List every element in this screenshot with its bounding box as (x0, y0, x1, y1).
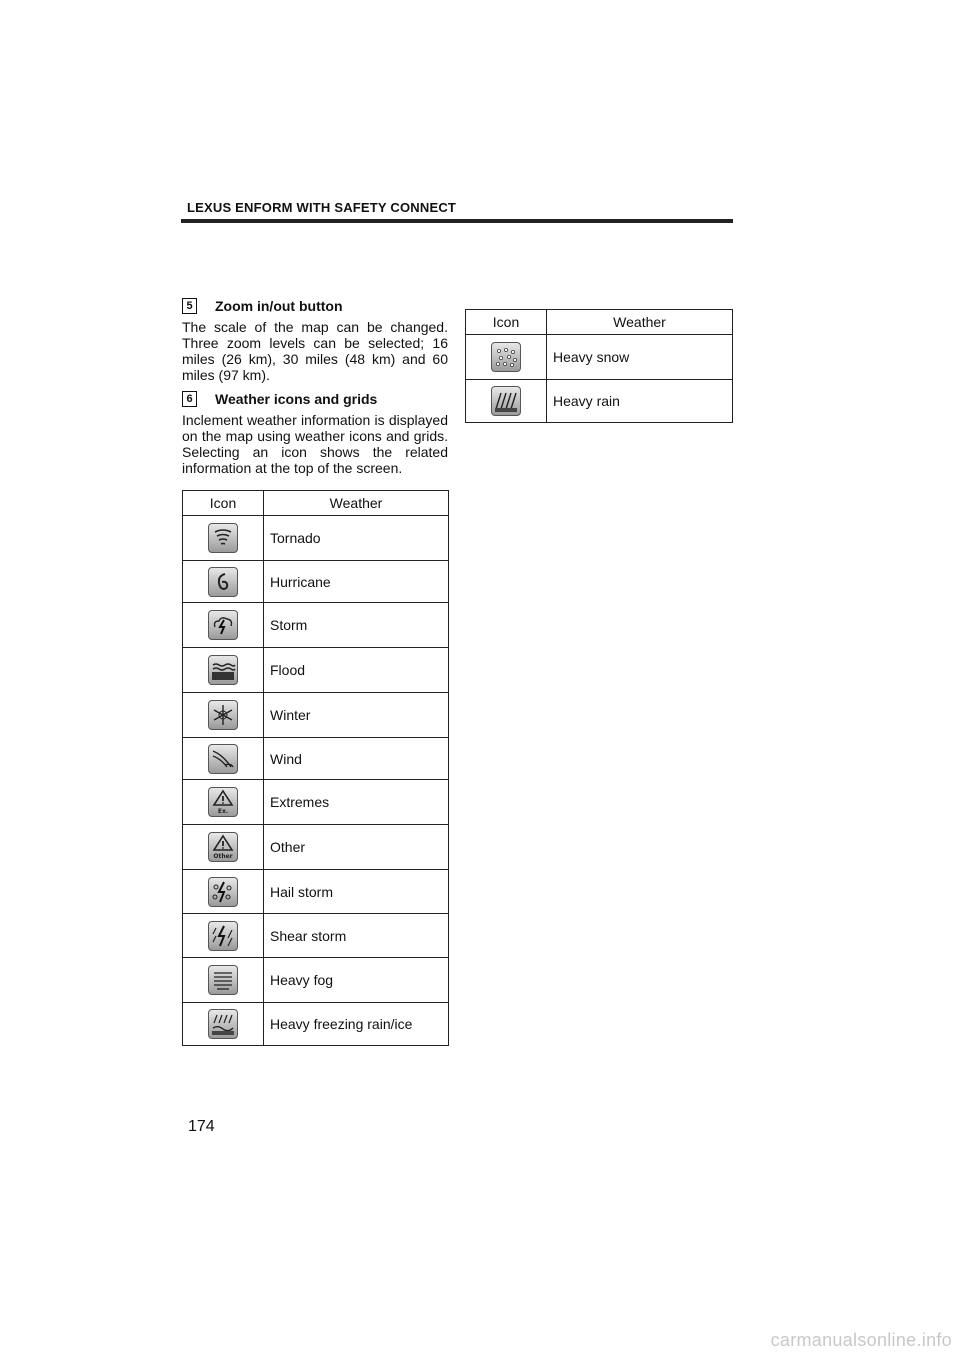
heavy-freezing-rain-icon (208, 1009, 238, 1039)
table-row (183, 958, 449, 1003)
weather-label: Flood (264, 648, 449, 693)
hail-storm-icon (208, 877, 238, 907)
section-body-zoom: The scale of the map can be changed. Three zoom levels can be selected; 16 miles (26 km), 30 miles (48 km) and 60 miles (97 km). (182, 319, 448, 383)
page-header (181, 199, 733, 223)
weather-label: Heavy fog (264, 958, 449, 1003)
weather-label: Tornado (264, 516, 449, 561)
table-row (466, 380, 733, 423)
section-heading-weather (182, 390, 448, 408)
table-row (183, 561, 449, 603)
text-column (182, 297, 448, 483)
header-title: LEXUS ENFORM WITH SAFETY CONNECT (187, 200, 457, 215)
weather-icon-table-left (182, 490, 449, 1046)
column-header-weather: Weather (547, 310, 733, 335)
table-row (183, 516, 449, 561)
extremes-icon (208, 787, 238, 817)
section-number: 6 (182, 391, 197, 407)
weather-label: Hurricane (264, 561, 449, 603)
extremes-icon-text: Ex. (217, 808, 229, 815)
weather-label: Winter (264, 693, 449, 738)
table-row (183, 648, 449, 693)
weather-label: Heavy snow (547, 335, 733, 380)
header-rule (181, 219, 733, 223)
wind-icon (208, 744, 238, 774)
table-row (183, 603, 449, 648)
section-title: Zoom in/out button (215, 298, 343, 314)
storm-icon (208, 610, 238, 640)
column-header-weather: Weather (264, 491, 449, 516)
table-header-row (466, 310, 733, 335)
heavy-fog-icon (208, 965, 238, 995)
other-icon (208, 832, 238, 862)
table-row (466, 335, 733, 380)
weather-icon-table-right (465, 309, 733, 423)
weather-label: Hail storm (264, 870, 449, 914)
section-number: 5 (182, 298, 197, 314)
section-title: Weather icons and grids (215, 391, 378, 407)
column-header-icon: Icon (466, 310, 547, 335)
flood-icon (208, 655, 238, 685)
weather-label: Wind (264, 738, 449, 780)
table-row (183, 738, 449, 780)
other-icon-text: Other (213, 853, 233, 860)
watermark-text: carmanualsonline.info (770, 1330, 952, 1350)
table-row (183, 693, 449, 738)
column-header-icon: Icon (183, 491, 264, 516)
weather-label: Extremes (264, 780, 449, 825)
table-header-row (183, 491, 449, 516)
weather-label: Heavy rain (547, 380, 733, 423)
hurricane-icon (208, 567, 238, 597)
weather-label: Heavy freezing rain/ice (264, 1003, 449, 1046)
weather-label: Shear storm (264, 914, 449, 958)
table-row (183, 870, 449, 914)
table-row (183, 825, 449, 870)
section-body-weather: Inclement weather information is displayed on the map using weather icons and grids. Selecting an icon shows the related information at the top of the screen. (182, 412, 448, 476)
table-row (183, 1003, 449, 1046)
section-heading-zoom (182, 297, 448, 315)
shear-storm-icon (208, 921, 238, 951)
table-row (183, 780, 449, 825)
page-number: 174 (188, 1118, 215, 1135)
weather-label: Storm (264, 603, 449, 648)
heavy-snow-icon (491, 342, 521, 372)
heavy-rain-icon (491, 386, 521, 416)
winter-icon (208, 700, 238, 730)
tornado-icon (208, 523, 238, 553)
table-row (183, 914, 449, 958)
weather-label: Other (264, 825, 449, 870)
